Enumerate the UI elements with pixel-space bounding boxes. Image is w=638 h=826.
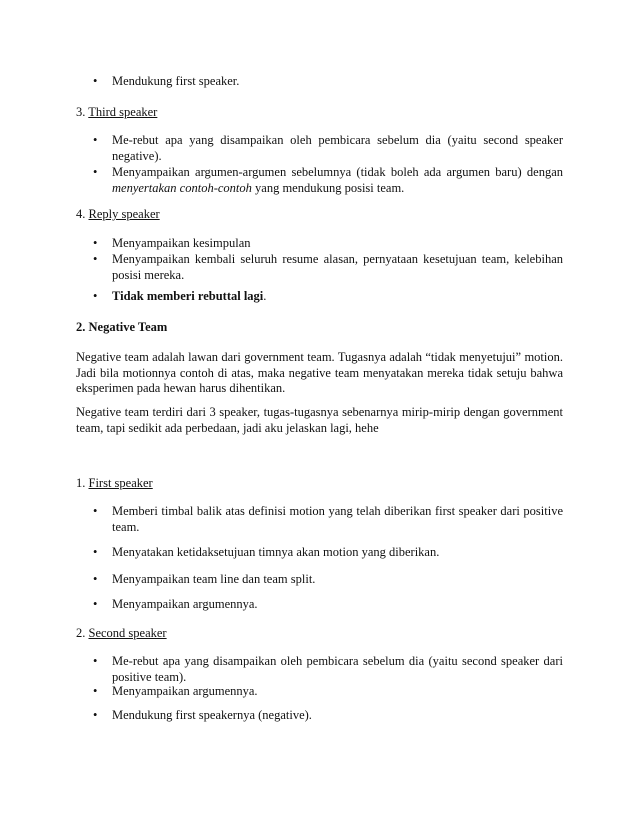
- section-heading-first-speaker: 1. First speaker: [76, 476, 153, 490]
- list-item: [90, 708, 563, 724]
- list-item-text: Menyampaikan argumennya.: [112, 597, 258, 611]
- bullet-icon: •: [93, 74, 98, 88]
- list-item: [90, 504, 563, 535]
- section-heading-third-speaker: 3. Third speaker: [76, 105, 158, 119]
- list-item-text: Menyampaikan kesimpulan: [112, 236, 251, 250]
- bullet-icon: •: [93, 684, 98, 698]
- bullet-icon: •: [93, 545, 98, 559]
- list-item-text: Mendukung first speakernya (negative).: [112, 708, 312, 722]
- bullet-icon: •: [93, 236, 98, 250]
- bullet-icon: •: [93, 654, 98, 668]
- list-item-text: Menyatakan ketidaksetujuan timnya akan motion yang diberikan.: [112, 545, 440, 559]
- list-item: [90, 545, 563, 561]
- list-item-text: Mendukung first speaker.: [112, 74, 240, 88]
- list-item: [90, 572, 563, 588]
- bullet-icon: •: [93, 133, 98, 147]
- bullet-icon: •: [93, 708, 98, 722]
- paragraph: Negative team adalah lawan dari government team. Tugasnya adalah “tidak menyetujui” motion. Jadi bila motionnya contoh di atas, maka negative team menyatakan mereka tidak setuju bahwa eksperimen pada hewan harus dihentikan.: [76, 350, 563, 395]
- list-item: [90, 74, 563, 90]
- bullet-icon: •: [93, 572, 98, 586]
- list-item-text: Memberi timbal balik atas definisi motion yang telah diberikan first speaker dari positive team.: [112, 504, 563, 534]
- list-item: [90, 654, 563, 685]
- list-item: • Tidak memberi rebuttal lagi.: [93, 289, 267, 303]
- bullet-icon: •: [93, 504, 98, 518]
- bullet-icon: •: [93, 597, 98, 611]
- bullet-icon: •: [93, 165, 98, 179]
- list-item-text: Menyampaikan kembali seluruh resume alasan, pernyataan kesetujuan team, kelebihan posisi mereka.: [112, 252, 563, 282]
- paragraph: Negative team terdiri dari 3 speaker, tugas-tugasnya sebenarnya mirip-mirip dengan government team, tapi sedikit ada perbedaan, jadi aku jelaskan lagi, hehe: [76, 405, 563, 435]
- section-heading-reply-speaker: 4. Reply speaker: [76, 207, 160, 221]
- section-title: Second speaker: [88, 626, 167, 640]
- bullet-icon: •: [93, 252, 98, 266]
- list-item: [90, 236, 563, 252]
- list-item: [90, 684, 563, 700]
- section-heading-second-speaker: 2. Second speaker: [76, 626, 167, 640]
- list-item: [90, 252, 563, 283]
- list-item: [90, 133, 563, 164]
- list-item-text: Me-rebut apa yang disampaikan oleh pembicara sebelum dia (yaitu second speaker dari positive team).: [112, 654, 563, 684]
- section-title: Third speaker: [88, 105, 158, 119]
- list-item: [90, 597, 563, 613]
- bullet-icon: •: [93, 289, 98, 303]
- section-title: First speaker: [88, 476, 153, 490]
- list-item-text: Menyampaikan team line dan team split.: [112, 572, 316, 586]
- list-item: • Menyampaikan argumen-argumen sebelumnya (tidak boleh ada argumen baru) dengan menyertakan contoh-contoh yang mendukung posisi team.: [93, 165, 563, 195]
- negative-team-heading: 2. Negative Team: [76, 320, 168, 334]
- section-title: Reply speaker: [88, 207, 160, 221]
- list-item-text: Me-rebut apa yang disampaikan oleh pembicara sebelum dia (yaitu second speaker negative).: [112, 133, 563, 163]
- list-item-text: Menyampaikan argumennya.: [112, 684, 258, 698]
